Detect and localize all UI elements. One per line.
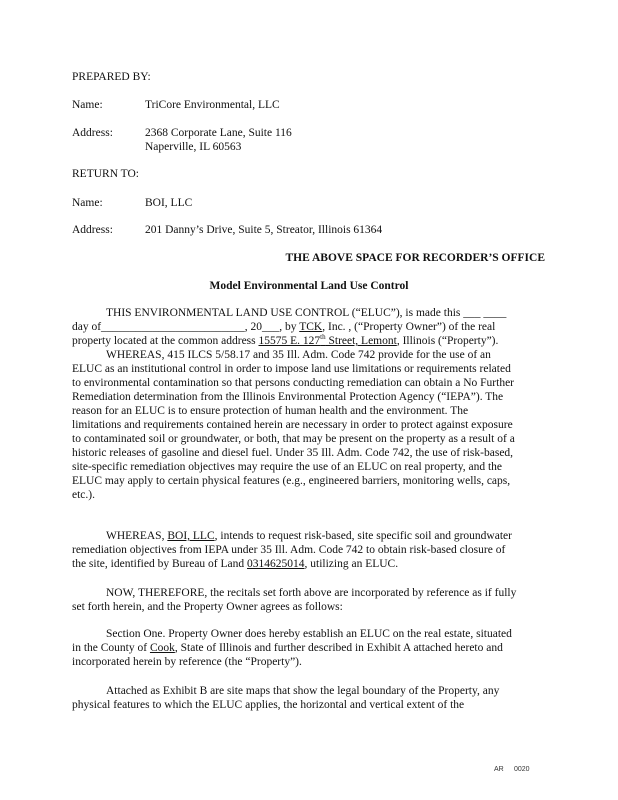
property-address xyxy=(259,335,397,347)
whereas1-line: reason for an ELUC is to ensure protection of human health and the environment. The xyxy=(72,405,469,417)
whereas1-line: to contaminated soil or groundwater, or both, that may be present on the property as a result of a xyxy=(72,433,515,445)
intro-owner-text: , Inc. , (“Property Owner”) of the real xyxy=(322,321,496,333)
return-name-value: BOI, LLC xyxy=(145,197,193,209)
prepared-name-label: Name: xyxy=(72,99,103,111)
return-address-label: Address: xyxy=(72,224,113,236)
intro-date-blank: day of_________________________, 20___, by xyxy=(72,321,300,333)
whereas2-intent: , intends to request risk-based, site specific soil and groundwater xyxy=(214,530,512,542)
section-one-state-text: , State of Illinois and further described in Exhibit A attached hereto and xyxy=(174,642,503,654)
whereas1-line: historic releases of gasoline and diesel fuel. Under 35 Ill. Adm. Code 742, the use of risk-based, xyxy=(72,447,514,459)
paragraph-exhibit-b xyxy=(72,684,546,712)
whereas2-bureau: the site, identified by Bureau of Land xyxy=(72,558,248,570)
owner-name: TCK xyxy=(299,321,323,333)
whereas2-tail: , utilizing an ELUC. xyxy=(304,558,399,570)
site-id-number: 0314625014 xyxy=(247,558,305,570)
whereas1-line: ELUC as an institutional control in order to impose land use limitations or requirements related xyxy=(72,363,511,375)
prepared-address-line1: 2368 Corporate Lane, Suite 116 xyxy=(145,127,292,139)
section-one-line-2 xyxy=(72,641,546,655)
exhibit-b-line: Attached as Exhibit B are site maps that show the legal boundary of the Property, any xyxy=(106,685,500,697)
intro-state-text: , Illinois (“Property”). xyxy=(396,335,499,347)
paragraph-whereas-1 xyxy=(72,348,546,502)
prepared-by-heading: PREPARED BY: xyxy=(72,71,151,83)
return-name-label: Name: xyxy=(72,197,103,209)
section-one-line-3: incorporated herein by reference (the “Property”). xyxy=(72,656,302,668)
whereas2-line-3 xyxy=(72,557,546,571)
intro-line-3 xyxy=(72,334,546,348)
intro-line-1: THIS ENVIRONMENTAL LAND USE CONTROL (“ELUC”), is made this ___ ____ xyxy=(106,307,507,319)
paragraph-section-one xyxy=(72,627,546,669)
whereas1-line: limitations and requirements contained herein are necessary in order to protect against exposure xyxy=(72,419,513,431)
footer-stamp-prefix: AR xyxy=(494,766,504,773)
whereas1-line: WHEREAS, 415 ILCS 5/58.17 and 35 Ill. Adm. Code 742 provide for the use of an xyxy=(106,349,491,361)
whereas1-line: ELUC may apply to certain physical features (e.g., engineered barriers, monitoring wells, caps, xyxy=(72,475,511,487)
ordinal-suffix: th xyxy=(320,333,326,342)
section-one-line-1: Section One. Property Owner does hereby establish an ELUC on the real estate, situated xyxy=(106,628,512,640)
document-title: Model Environmental Land Use Control xyxy=(209,280,409,292)
recorder-space-heading: THE ABOVE SPACE FOR RECORDER’S OFFICE xyxy=(285,252,545,264)
whereas1-line: site-specific remediation objectives may require the use of an ELUC on real property, and the xyxy=(72,461,503,473)
paragraph-whereas-2 xyxy=(72,529,546,571)
whereas1-line: etc.). xyxy=(72,489,95,501)
intro-address-text: property located at the common address xyxy=(72,335,259,347)
whereas1-line: to environmental contamination so that persons conducting remediation can obtain a No Further xyxy=(72,377,514,389)
county-name: Cook xyxy=(149,642,175,654)
whereas2-line-2: remediation objectives from IEPA under 35 Ill. Adm. Code 742 to obtain risk-based closure of xyxy=(72,544,506,556)
applicant-name: BOI, LLC xyxy=(167,530,215,542)
property-address-number: 15575 E. 127 xyxy=(258,335,321,347)
now-therefore-line: NOW, THEREFORE, the recitals set forth above are incorporated by reference as if fully xyxy=(106,587,517,599)
whereas2-line-1 xyxy=(72,529,546,543)
now-therefore-line: set forth herein, and the Property Owner agrees as follows: xyxy=(72,601,343,613)
paragraph-intro xyxy=(72,306,546,348)
intro-line-2 xyxy=(72,320,546,334)
whereas2-lead: WHEREAS, xyxy=(106,530,168,542)
prepared-name-value: TriCore Environmental, LLC xyxy=(145,99,280,111)
prepared-address-label: Address: xyxy=(72,127,113,139)
footer-page-number: 0020 xyxy=(514,766,530,773)
return-address-value: 201 Danny’s Drive, Suite 5, Streator, Illinois 61364 xyxy=(145,224,383,236)
property-address-street: Street, Lemont xyxy=(325,335,397,347)
return-to-heading: RETURN TO: xyxy=(72,168,139,180)
whereas1-line: Remediation determination from the Illinois Environmental Protection Agency (“IEPA”). The xyxy=(72,391,504,403)
paragraph-now-therefore xyxy=(72,586,546,614)
exhibit-b-line: physical features to which the ELUC applies, the horizontal and vertical extent of the xyxy=(72,699,465,711)
section-one-county-label: in the County of xyxy=(72,642,150,654)
prepared-address-line2: Naperville, IL 60563 xyxy=(145,141,242,153)
